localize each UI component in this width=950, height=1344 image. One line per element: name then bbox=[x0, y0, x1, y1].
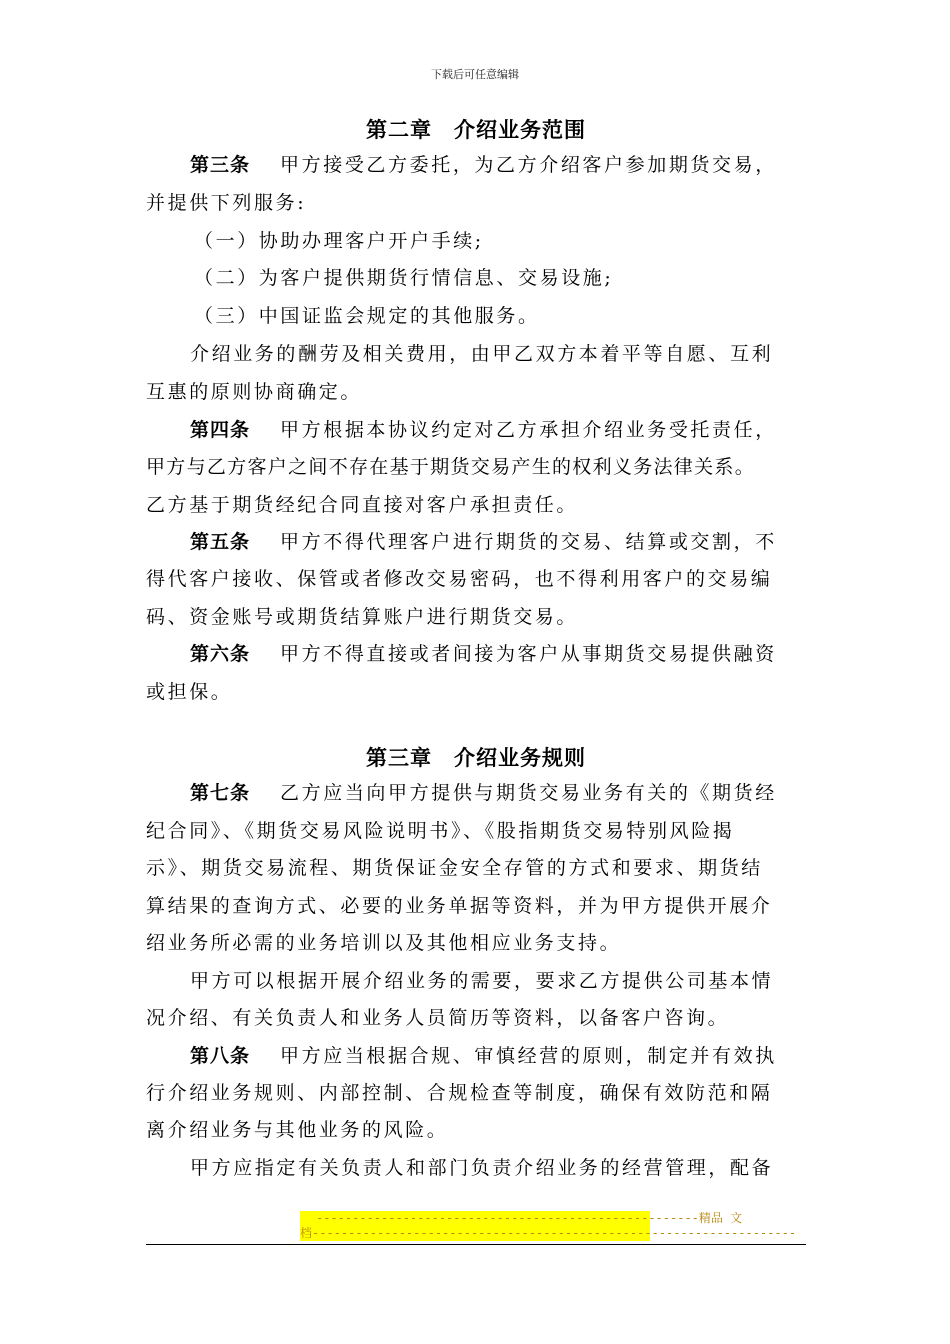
article-7-para-2: 况介绍、有关负责人和业务人员简历等资料，以备客户咨询。 bbox=[146, 1007, 730, 1029]
article-7-line-2: 纪合同》、《期货交易风险说明书》、《股指期货交易特别风险揭 bbox=[146, 820, 735, 842]
article-7-line-4: 算结果的查询方式、必要的业务单据等资料，并为甲方提供开展介 bbox=[146, 895, 773, 917]
article-7-text-1: 乙方应当向甲方提供与期货交易业务有关的《期货经 bbox=[280, 782, 777, 804]
article-4-label: 第四条 bbox=[190, 419, 251, 441]
article-3-text-1: 甲方接受乙方委托，为乙方介绍客户参加期货交易， bbox=[280, 154, 777, 176]
article-7-para-1: 甲方可以根据开展介绍业务的需要，要求乙方提供公司基本情 bbox=[190, 970, 774, 992]
article-3-line-2: 并提供下列服务: bbox=[146, 192, 307, 214]
footer-watermark-box bbox=[300, 1211, 797, 1241]
article-3-para-2: 互惠的原则协商确定。 bbox=[146, 381, 363, 403]
footer-line-1: -----------------------------------------------------精品 文 bbox=[316, 1211, 743, 1225]
article-4-line-1 bbox=[190, 417, 777, 443]
article-8-line-2: 行介绍业务规则、内部控制、合规检查等制度，确保有效防范和隔 bbox=[146, 1082, 773, 1104]
article-3-line-1 bbox=[190, 152, 777, 178]
article-7-label: 第七条 bbox=[190, 782, 251, 804]
article-4-line-2: 甲方与乙方客户之间不存在基于期货交易产生的权利义务法律关系。 bbox=[146, 456, 756, 478]
article-6-line-2: 或担保。 bbox=[146, 681, 233, 703]
article-7-line-5: 绍业务所必需的业务培训以及其他相应业务支持。 bbox=[146, 932, 622, 954]
article-8-line-1 bbox=[190, 1043, 777, 1069]
article-8-para-1: 甲方应指定有关负责人和部门负责介绍业务的经营管理，配备 bbox=[190, 1157, 774, 1179]
article-7-line-3: 示》、期货交易流程、期货保证金安全存管的方式和要求、期货结 bbox=[146, 857, 763, 879]
article-6-line-1 bbox=[190, 641, 777, 667]
article-3-label: 第三条 bbox=[190, 154, 251, 176]
article-4-text-1: 甲方根据本协议约定对乙方承担介绍业务受托责任， bbox=[280, 419, 777, 441]
chapter-3-title: 第三章 介绍业务规则 bbox=[366, 746, 586, 770]
article-3-para-1: 介绍业务的酬劳及相关费用，由甲乙双方本着平等自愿、互利 bbox=[190, 343, 774, 365]
article-3-item-3: （三）中国证监会规定的其他服务。 bbox=[194, 305, 540, 327]
footer-divider bbox=[146, 1244, 806, 1245]
article-5-line-3: 码、资金账号或期货结算账户进行期货交易。 bbox=[146, 606, 579, 628]
chapter-2-title: 第二章 介绍业务范围 bbox=[366, 118, 586, 142]
article-5-text-1: 甲方不得代理客户进行期货的交易、结算或交割，不 bbox=[280, 531, 777, 553]
article-8-label: 第八条 bbox=[190, 1045, 251, 1067]
article-7-line-1 bbox=[190, 780, 777, 806]
article-5-line-2: 得代客户接收、保管或者修改交易密码，也不得利用客户的交易编 bbox=[146, 568, 773, 590]
article-8-text-1: 甲方应当根据合规、审慎经营的原则，制定并有效执 bbox=[280, 1045, 777, 1067]
article-6-label: 第六条 bbox=[190, 643, 251, 665]
article-8-line-3: 离介绍业务与其他业务的风险。 bbox=[146, 1119, 449, 1141]
article-5-label: 第五条 bbox=[190, 531, 251, 553]
footer-line-2: 档------------------------------------------------------------------- bbox=[300, 1226, 797, 1240]
article-4-line-3: 乙方基于期货经纪合同直接对客户承担责任。 bbox=[146, 494, 579, 516]
article-6-text-1: 甲方不得直接或者间接为客户从事期货交易提供融资 bbox=[280, 643, 777, 665]
article-3-item-1: （一）协助办理客户开户手续; bbox=[194, 230, 484, 252]
article-5-line-1 bbox=[190, 529, 777, 555]
article-3-item-2: （二）为客户提供期货行情信息、交易设施; bbox=[194, 267, 614, 289]
page-header-note: 下载后可任意编辑 bbox=[431, 68, 519, 81]
